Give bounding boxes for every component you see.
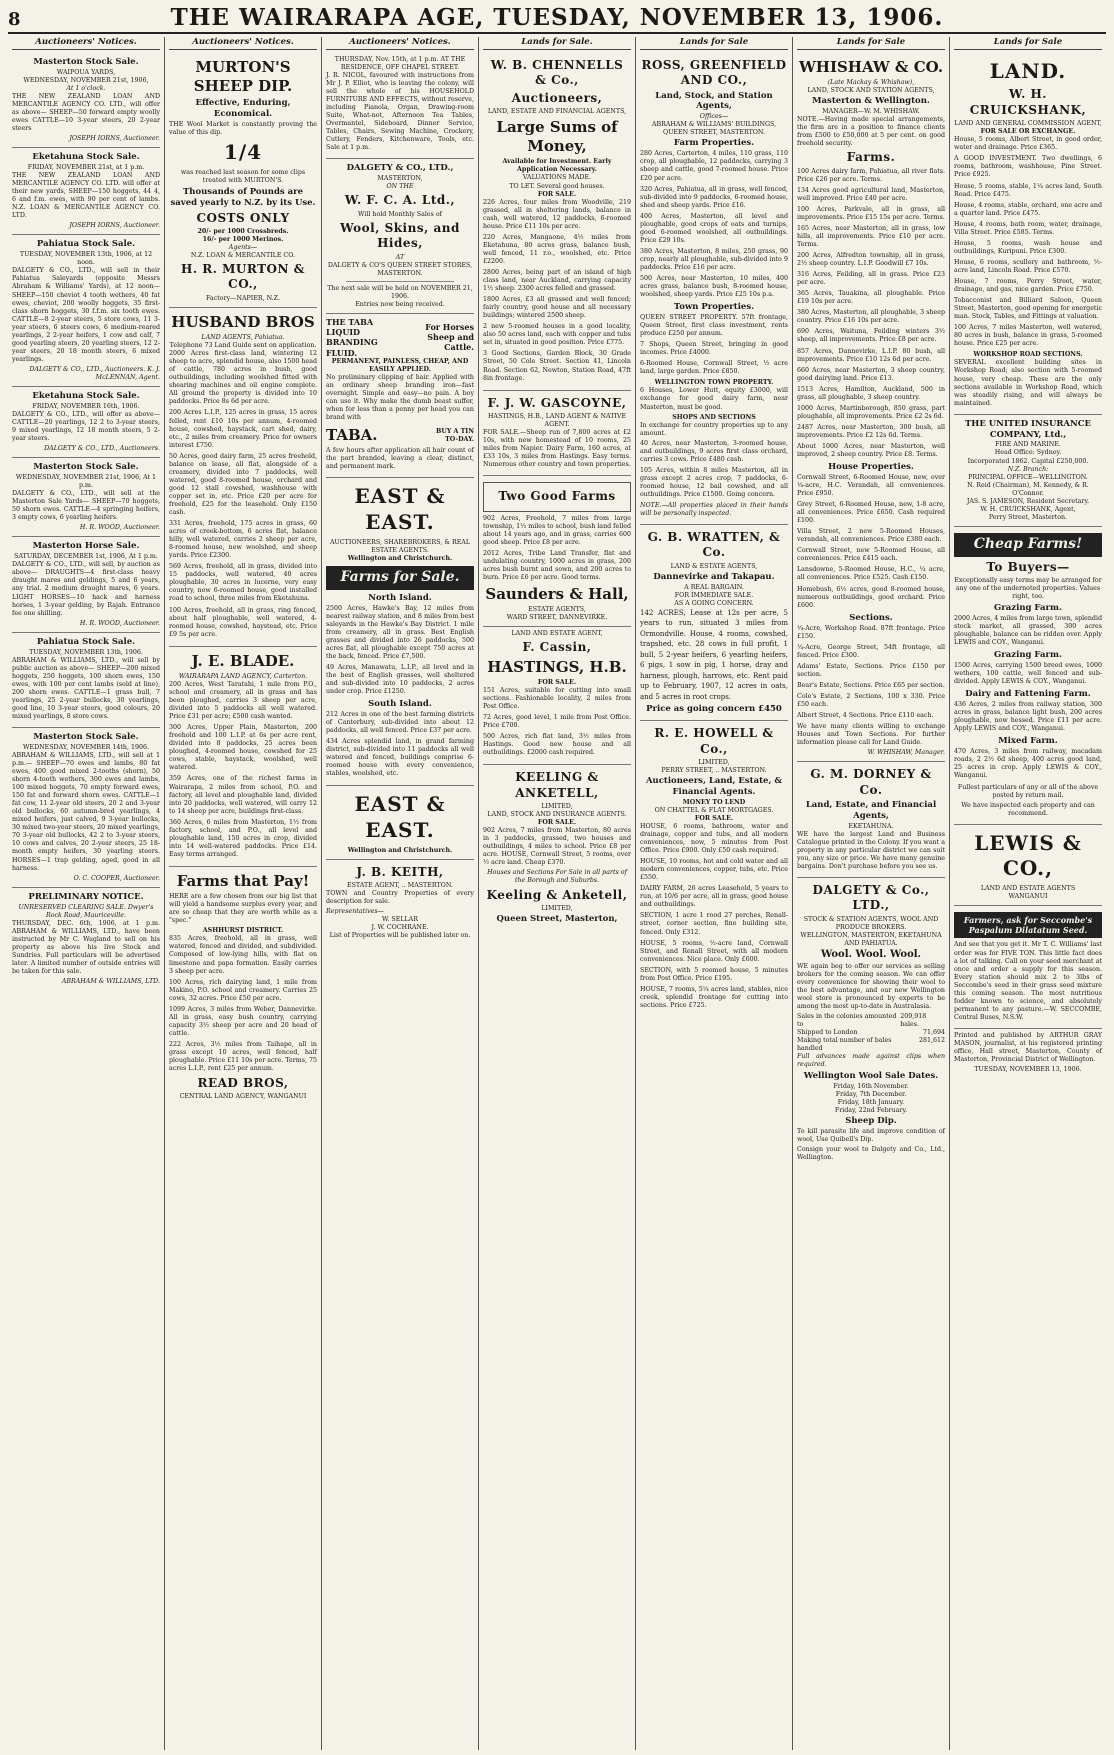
listing: 1500 Acres, carrying 1500 breed ewes, 1000 wethers, 100 cattle, well fenced and sub-divided. Apply LEWIS & COY., Wanganui. [954, 662, 1102, 686]
nicol-auction: THURSDAY, Nov. 15th, at 1 p.m. AT THE RESIDENCE, OFF CHAPEL STREET. J. R. NICOL, favoured with instructions from Mr J. P. Elliot, who is leaving the colony, will sell the whole of his HOUSEHOLD FURNITURE AND EFFECTS, without reserve, including Pianola, Organ, Drawing-room Suite, What-not, Afternoon Tea Tables, Overmantel, Sideboard, Dinner Service, Tables, Chairs, Sewing Machine, Crockery, Cutlery, Fenders, Kitchenware, Tools, etc. Sale at 1 p.m. [326, 53, 474, 160]
keeling-anketell-advert: KEELING & ANKETELL, LIMITED, LAND, STOCK AND INSURANCE AGENTS. FOR SALE. 902 Acres, 7 miles from Masterton, 80 acres in 3 paddocks, grassed, two houses and outbuildings, 4 miles to school. Price £8 per acre. HOUSE, Cornwall Street, 5 rooms, over ½ acre land. Cheap £370. Houses and Sections For Sale in all parts of the Borough and Suburbs. Keeling & Anketell, LIMITED, Queen Street, Masterton, [483, 770, 631, 924]
sale-notice: Masterton Horse Sale. SATURDAY, DECEMBER 1st, 1906, At 1 p.m. DALGETY & CO., LTD., will sell, by auction as above— DRAUGHTS—4 first-class heavy draught mares and geldings, 5 and 6 years, any trial. 2 medium draught mares, 6 years. LIGHT HORSES—10 hack and harness horses, 1 3-year gelding, by Rajah. Entrance fee one shilling. H. R. WOOD, Auctioneer. [12, 537, 160, 632]
howell-advert: R. E. HOWELL & Co., LIMITED, PERRY STREET, .. MASTERTON. Auctioneers, Land, Estate, & Financial Agents. MONEY TO LEND ON CHATTEL & FLAT MORTGAGES. FOR SALE. HOUSE, 6 rooms, bathroom, water and drainage, copper and tubs, and all modern conveniences, now, 5 minutes from Post Office. Price £900. Only £50 cash required. HOUSE, 10 rooms, hot and cold water and all modern conveniences, copper, tubs, etc. Price £550. DAIRY FARM, 26 acres Leasehold, 5 years to run, at 10/6 per acre, all in grass, good house and outbuildings. SECTION, 1 acre 1 rood 27 perches, Renall-street, corner section, fine building site, fenced. Only £312. HOUSE, 5 rooms, ½-acre land, Cornwall Street, and Renall Street, with all modern conveniences. Nice place. Only £600. SECTION, with 5 roomed house, 5 minutes from Post Office. Price £195. HOUSE, 7 rooms, 5¼ acres land, stables, nice creek, splendid frontage for cutting into sections. Price £725. [640, 726, 788, 1009]
blade-advert: J. E. BLADE. WAIRARAPA LAND AGENCY, Carterton. 200 Acres, West Taratahi, 1 mile from P.O., school and creamery, all in grass and has been ploughed, carries 3 sheep per acre, divided into 5 paddocks all well watered. Price £31 per acre; £500 cash wanted. 300 Acres, Upper Plain, Masterton, 200 freehold and 100 L.I.P. at 6s per acre rent, divided into 8 paddocks, 25 acres been ploughed, 4-roomed house, cowshed for 25 cows, stable, haystack, woolshed, well watered. 359 Acres, one of the richest farms in Wairarapa, 2 miles from school, P.O. and factory, all level and ploughable land, divided into 20 paddocks, well watered, will carry 12 to 14 sheep per acre, buildings first-class. 360 Acres, 6 miles from Masterton, 1½ from factory, school, and P.O., all level and ploughable land, 150 acres in crop, divided into 14 well-watered paddocks. Price £14. Easy terms arranged. [169, 647, 317, 867]
listing: 105 Acres, within 8 miles Masterton, all in grass except 2 acres crop, 7 paddocks, 6-roomed house, 12 bail cowshed, and all outbuildings. Price £1500. Going concern. [640, 466, 788, 498]
listing: HOUSE, 5 rooms, ½-acre land, Cornwall Street, and Renall Street, with all modern conveniences. Nice place. Only £600. [640, 939, 788, 963]
listing: House, 4 rooms, bath room, water, drainage, Villa Street. Price £585. Terms. [954, 220, 1102, 236]
advert-title: Cheap Farms! [954, 533, 1102, 557]
columns [8, 37, 1106, 1750]
listing: 200 Acres, Alfredton township, all in grass, 2½ sheep country. L.I.P. Goodwill £7 10s. [797, 252, 945, 268]
listing: 200 Acres, West Taratahi, 1 mile from P.O., school and creamery, all in grass and has been ploughed, carries 3 sheep per acre, divided into 5 paddocks all well watered. Price £31 per acre; £500 cash wanted. [169, 680, 317, 721]
listing: Tobacconist and Billiard Saloon, Queen Street, Masterton, good opening for energetic man. Stock, Tables, and Fittings at valuation. [954, 297, 1102, 321]
column-5 [636, 37, 793, 1750]
listing: 226 Acres, four miles from Woodville, 219 grassed, all in sheltering lands, balance in cash, well watered, 12 paddocks, 6-roomed house. Price £11 10s per acre. [483, 198, 631, 230]
listing: QUEEN STREET PROPERTY. 57ft frontage, Queen Street, first class investment, rents produce £250 per annum. [640, 314, 788, 338]
whishaw-advert: WHISHAW & CO. (Late Mackay & Whishaw), LAND, STOCK AND STATION AGENTS, Masterton & Wellington. MANAGER—W. M. WHISHAW. NOTE.—Having made special arrangements, the firm are in a position to finance clients from £500 to £50,000 at 5 per cent. on good freehold security. Farms. 100 Acres dairy farm, Pahiatua, all river flats. Price £26 per acre. Terms. 134 Acres good agricultural land, Masterton, well improved. Price £40 per acre. 100 Acres, Parkvale, all in grass, all improvements. Price £15 15s per acre. Terms. 165 Acres, near Masterton, all in grass, low hills, all improvements. Price £10 per acre. Terms. 200 Acres, Alfredton township, all in grass, 2½ sheep country. L.I.P. Goodwill £7 10s. 316 Acres, Feilding, all in grass. Price £23 per acre. 365 Acres, Tauakina, all ploughable. Price £19 10s per acre. 380 Acres, Masterton, all ploughable, 3 sheep country. Price £16 10s per acre. 690 Acres, Waituna, Feilding winters 3½ sheep, all improvements. Price £8 per acre. 857 Acres, Dannevirke, L.I.P. 80 bush, all improvements. Price £10 12s 6d per acre. 660 Acres, near Masterton, 3 sheep country, good dairying land. Price £13. 1513 Acres, Hamilton, Auckland, 500 in grass, all ploughable, 3 sheep country. 1000 Acres, Martinborough, 850 grass, part ploughable, all improvements. Price £2 2s 6d. 2487 Acres, near Masterton, 300 bush, all improvements. Price £2 12s 6d. Terms. About 1000 Acres, near Masterton, well improved, 2 sheep country. Price £8. Terms. House Properties. Cornwall Street, 6-Roomed House, new, over ¼-acre, H.C. Verandah, all conveniences. Price £950. Grey Street, 6-Roomed House, new, 1-8 acre, all conveniences. Price £650. Cash required £100. Villa Street, 2 new 5-Roomed Houses, verandah, all conveniences. Price £380 each. Cornwall Street, new 5-Roomed House, all conveniences. Price £415 each. Lansdowne, 5-Roomed House, H.C., ¼ acre, all conveniences. Price £525. Cash £150. Homebush, 6½ acres, good 8-roomed house, numerous outbuildings, good orchard. Price £600. Sections. ¼-Acre, Workshop Road. 87ft frontage. Price £150. ¼-Acre, George Street, 54ft frontage, all fenced. Price £300. Adams' Estate, Sections. Price £150 per section. Bear's Estate, Sections. Price £65 per section. Cole's Estate, 2 Sections, 100 x 330. Price £50 each. Albert Street, 4 Sections. Price £110 each. We have many clients willing to exchange Houses and Town Sections. For further information please call for Land Guide. W. WHISHAW, Manager. [797, 53, 945, 762]
advert-title: Farms that Pay! [176, 871, 310, 890]
advert-title: EAST & EAST. [354, 792, 446, 842]
column-header: Lands for Sale [640, 37, 788, 50]
sale-title: Pahiatua Stock Sale. [36, 239, 136, 250]
listing: 690 Acres, Waituna, Feilding winters 3½ sheep, all improvements. Price £8 per acre. [797, 328, 945, 344]
advert-title: R. E. HOWELL & Co., [654, 726, 774, 756]
listing: 500 Acres, rich flat land, 3½ miles from Hastings. Good new house and all outbuildings. £2000 cash required. [483, 733, 631, 757]
listing: 1800 Acres, £3 all grassed and well fenced; fairly country, good house and all necessary buildings; wintered 2500 sheep. [483, 296, 631, 320]
listing: Cole's Estate, 2 Sections, 100 x 330. Price £50 each. [797, 692, 945, 708]
advert-title: EAST & EAST. [354, 484, 446, 535]
sale-title: Masterton Stock Sale. [33, 56, 139, 67]
sale-notice: Eketahuna Stock Sale. FRIDAY, NOVEMBER 16th, 1906. DALGETY & CO., LTD., will offer as above— CATTLE—20 yearlings, 12 2 to 3-year steers, 9 mixed yearlings, 12 18 month steers, 5 2-year steers. DALGETY & CO., LTD., Auctioneers. [12, 387, 160, 458]
listing: 50 Acres, good dairy farm, 25 acres freehold, balance on lease, all flat, alongside of a creamery, divided into 7 paddocks, well watered, good 8-roomed house, orchard and good 12 stall cowshed, washhouse with copper set in, etc. Price £20 per acre for freehold, £25 for the leasehold. Only £150 cash. [169, 452, 317, 517]
listing: House, 7 rooms, Perry Street, water, drainage, and gas, nice garden. Price £750. [954, 277, 1102, 294]
dorney-advert: G. M. DORNEY & Co. Land, Estate, and Financial Agents, EKETAHUNA. WE have the largest Land and Business Catalogue printed in the Colony. If you want a property in any particular district we can suit you, any size or price. We have many genuine bargains. Don't purchase before you see us. [797, 762, 945, 878]
listing: 380 Acres, Masterton, 8 miles, 250 grass, 90 crop, nearly all ploughable, sub-divided into 9 paddocks. Price £16 per acre. [640, 247, 788, 271]
two-good-farms-advert: Two Good Farms 902 Acres, Freehold, 7 miles from large township, 1½ miles to school, bush land felled about 14 years ago, and in grass, carries 600 good sheep. Price £8 per acre. 2012 Acres, Tribe Land Transfer, flat and undulating country, 1000 acres in grass, 200 acres bush burnt and sown, and 200 acres to burn. Price £6 per acre. Good terms. Saunders & Hall, ESTATE AGENTS, WARD STREET, DANNEVIRKE. [483, 476, 631, 627]
advert-title: F. Cassin, [522, 640, 592, 655]
sale-title: Masterton Stock Sale. [33, 462, 139, 473]
farms-that-pay-advert: Farms that Pay! HERE are a few chosen from our big list that will yield a handsome surplus every year, and are so cheap that they are worth while as a "spec." ASHHURST DISTRICT. 835 Acres, freehold, all in grass, well watered, fenced and divided, and subdivided. Composed of low-lying hills, with flat on limestone and papa formation. Easily carries 3 sheep per acre. 100 Acres, rich dairying land, 1 mile from Makino, P.O. school and creamery. Carries 25 cows, 32 acres. Price £50 per acre. 1099 Acres, 3 miles from Weber, Dannevirke. All in grass, easy bush country, carrying capacity 3½ sheep per acre and 20 head of cattle. 222 Acres, 3½ miles from Taihape, all in grass except 10 acres, well fenced, half ploughable. Price £11 10s per acre. Terms, 75 acres L.I.P., rent £25 per annum. READ BROS, CENTRAL LAND AGENCY, WANGANUI [169, 871, 317, 1101]
listing: 165 Acres, near Masterton, all in grass, low hills, all improvements. Price £10 per acre. Terms. [797, 224, 945, 248]
column-header: Lands for Sale. [483, 37, 631, 50]
cruickshank-advert: LAND. W. H. CRUICKSHANK, LAND AND GENERAL COMMISSION AGENT, FOR SALE OR EXCHANGE. House, 5 rooms, Albert Street, in good order, water and drainage. Price £365. A GOOD INVESTMENT. Two dwellings, 6 rooms, bathroom, washhouse, Pine Street. Price £925. House, 5 rooms, stable, 1¼ acres land, South Road. Price £475. House, 4 rooms, stable, orchard, one acre and a quarter land. Price £475. House, 4 rooms, bath room, water, drainage, Villa Street. Price £585. Terms. House, 5 rooms, wash house and outbuildings, Kuripuni. Price £300. House, 6 rooms, scullery and bathroom, ½-acre land, Lincoln Road. Price £570. House, 7 rooms, Perry Street, water, drainage, and gas, nice garden. Price £750. Tobacconist and Billiard Saloon, Queen Street, Masterton, good opening for energetic man. Stock, Tables, and Fittings at valuation. 100 Acres, 7 miles Masterton, well watered, 80 acres in bush, balance in grass, 5-roomed house. Price £25 per acre. WORKSHOP ROAD SECTIONS. SEVERAL excellent building sites in Workshop Road; also section with 5-roomed house, very cheap. These are the only sections available in Workshop Road, which was steadily rising, and will always be maintained. [954, 53, 1102, 415]
listing: 316 Acres, Feilding, all in grass. Price £23 per acre. [797, 271, 945, 287]
advert-title: J. B. KEITH, [356, 864, 444, 879]
listing: SECTION, 1 acre 1 rood 27 perches, Renall-street, corner section, fine building site, fenced. Only £312. [640, 912, 788, 936]
sale-body: THE NEW ZEALAND LOAN AND MERCANTILE AGENCY CO. LTD., will offer as above— SHEEP—50 forward empty woolly ewes CATTLE—10 3-year steers, 20 2-year steers [12, 92, 160, 133]
listing: DAIRY FARM, 26 acres Leasehold, 5 years to run, at 10/6 per acre, all in grass, good house and outbuildings. [640, 885, 788, 909]
sale-body: DALGETY & CO., LTD., will sell at the Masterton Sale Yards— SHEEP—70 hoggets, 50 shorn ewes. CATTLE—4 springing heifers, 3 empty cows, 6 yearling heifers. [12, 490, 160, 522]
listing: Villa Street, 2 new 5-Roomed Houses, verandah, all conveniences. Price £380 each. [797, 528, 945, 544]
newspaper-title: THE WAIRARAPA AGE, TUESDAY, NOVEMBER 13, 1906. [170, 4, 944, 31]
east-and-east-advert: EAST & EAST. AUCTIONEERS, SHAREBROKERS, & REAL ESTATE AGENTS. Wellington and Christchurch. Farms for Sale. North Island. 2500 Acres, Hawke's Bay, 12 miles from nearest railway station, and 8 miles from best saleyards in the Hawke's Bay District. 1 mile from creamery, all in grass. Best English grasses and divided into 26 paddocks, 500 acres flat, all ploughable except 750 acres at the back, fenced. Price £7,500. 49 Acres, Manawatu, L.I.P., all level and in the best of English grasses, well sheltered and sub-divided into 10 paddocks, 2 acres under crop. Price £1250. South Island. 212 Acres in one of the best farming districts of Canterbury, sub-divided into about 12 paddocks, all well fenced. Price £37 per acre. 434 Acres splendid land, in grand farming district, sub-divided into 11 paddocks all well watered and fenced, buildings comprise 6-roomed house with every convenience, stables, woolshed, etc. [326, 478, 474, 786]
listing: 6-Roomed House, Cornwall Street, ½ acre land, large garden. Price £850. [640, 360, 788, 376]
advert-title: Two Good Farms [498, 489, 616, 504]
listing: 434 Acres splendid land, in grand farming district, sub-divided into 11 paddocks all well watered and fenced, buildings comprise 6-roomed house with every convenience, stables, woolshed, etc. [326, 738, 474, 778]
sale-body: DALGETY & CO., LTD., will offer as above— CATTLE—20 yearlings, 12 2 to 3-year steers, 9 mixed yearlings, 12 18 month steers, 5 2-year steers. [12, 410, 160, 443]
listing: 365 Acres, Tauakina, all ploughable. Price £19 10s per acre. [797, 290, 945, 306]
advert-title: WHISHAW & CO. [798, 57, 944, 76]
listing: 902 Acres, Freehold, 7 miles from large township, 1½ miles to school, bush land felled about 14 years ago, and in grass, carries 600 good sheep. Price £8 per acre. [483, 514, 631, 546]
sale-body: THURSDAY, DEC. 6th, 1906, at 1 p.m. ABRAHAM & WILLIAMS, LTD., have been instructed by Mr C. Wagland to sell on his property as above his live Stock and Sundries. Full particulars will be advertised later. A limited number of outside entries will be taken for this sale. [12, 919, 160, 975]
column-7 [950, 37, 1106, 1750]
column-2 [165, 37, 322, 1750]
listing: 7 Shops, Queen Street, bringing in good incomes. Price £4000. [640, 341, 788, 357]
listing: 49 Acres, Manawatu, L.I.P., all level and in the best of English grasses, well sheltered and sub-divided into 10 paddocks, 2 acres under crop. Price £1250. [326, 663, 474, 696]
listing: 300 Acres, Upper Plain, Masterton, 200 freehold and 100 L.I.P. at 6s per acre rent, divided into 8 paddocks, 25 acres been ploughed, 4-roomed house, cowshed for 25 cows, stable, haystack, woolshed, well watered. [169, 724, 317, 772]
listing: Adams' Estate, Sections. Price £150 per section. [797, 662, 945, 678]
advert-title: F. J. W. GASCOYNE, [487, 395, 627, 410]
listing: 222 Acres, 3½ miles from Taihape, all in grass except 10 acres, well fenced, half ploughable. Price £11 10s per acre. Terms, 75 acres L.I.P., rent £25 per annum. [169, 1040, 317, 1073]
sale-title: PRELIMINARY NOTICE. [28, 891, 144, 902]
listing: 100 Acres, Parkvale, all in grass, all improvements. Price £15 15s per acre. Terms. [797, 205, 945, 221]
advert-title: DALGETY & Co., LTD., [812, 882, 930, 913]
listing: 331 Acres, freehold, 175 acres in grass, 60 acres of creek-bottom, 6 acres flat, balance hilly, well watered, carries 2 sheep per acre, 8-roomed house, new woolshed, and sheep yards. Price £2300. [169, 520, 317, 560]
listing: 134 Acres good agricultural land, Masterton, well improved. Price £40 per acre. [797, 186, 945, 202]
listing: 2000 Acres first-class land, wintering 12 sheep to acre, splendid house, also 1500 head of cattle, 780 acres in bush, good outbuildings, including woolshed fitted with shearing machines and oil engine complete. All ground the property is divided into 10 paddocks. Price 8s 6d per acre. [169, 350, 317, 406]
gascoyne-advert: F. J. W. GASCOYNE, HASTINGS, H.B., LAND AGENT & NATIVE AGENT. FOR SALE.—Sheep run of 7,800 acres at £2 10s, with new homestead of 10 rooms, 25 miles from Napier. Dairy Farm, 160 acres, at £33 10s, 3 miles from Hastings. Easy terms. Numerous other country and town properties. [483, 391, 631, 477]
sale-title: Eketahuna Stock Sale. [32, 152, 140, 163]
listing: ¼-Acre, George Street, 54ft frontage, all fenced. Price £300. [797, 643, 945, 659]
sale-title: Eketahuna Stock Sale. [32, 391, 140, 402]
listing: 500 Acres, near Masterton, 10 miles, 400 acres grass, balance bush, 8-roomed house, woolshed, sheep yards. Price £25 10s p.a. [640, 275, 788, 299]
listing: Cornwall Street, 6-Roomed House, new, over ¼-acre, H.C. Verandah, all conveniences. Price £950. [797, 473, 945, 498]
husband-advert: HUSBAND BROS LAND AGENTS, Pahiatua. Telephone 73 Land Guide sent on application. 2000 Acres first-class land, wintering 12 sheep to acre, splendid house, also 1500 head of cattle, 780 acres in bush, good outbuildings, including woolshed fitted with shearing machines and oil engine complete. All ground the property is divided into 10 paddocks. Price 8s 6d per acre. 200 Acres L.I.P., 125 acres in grass, 15 acres felled, rent £10 10s per annum, 4-roomed house, cowshed, haystack, cart shed, dairy, etc., 2 miles from creamery. Price for owners interest £750. 50 Acres, good dairy farm, 25 acres freehold, balance on lease, all flat, alongside of a creamery, divided into 7 paddocks, well watered, good 8-roomed house, orchard and good 12 stall cowshed, washhouse with copper set in, etc. Price £20 per acre for freehold, £25 for the leasehold. Only £150 cash. 331 Acres, freehold, 175 acres in grass, 60 acres of creek-bottom, 6 acres flat, balance hilly, well watered, carries 2 sheep per acre, 8-roomed house, new woolshed, and sheep yards. Price £2300. 569 Acres, freehold, all in grass, divided into 15 paddocks, well watered, 40 acres ploughable, 30 acres in lucerne, very easy country, new 6-roomed house, good installed road to school, three miles from Eketahuna. 100 Acres, freehold, all in grass, ring fenced, about half ploughable, well watered, 4-roomed house, cowshed, haystead, etc. Price £9 5s per acre. [169, 308, 317, 647]
listing: 280 Acres, Carterton, 4 miles, 110 grass, 110 crop, all ploughable, 12 paddocks, carrying 3 sheep and cattle, good 7-roomed house. Price £20 per acre. [640, 150, 788, 182]
column-4 [479, 37, 636, 1750]
listing: 380 Acres, Masterton, all ploughable, 3 sheep country. Price £16 10s per acre. [797, 309, 945, 325]
listing: ¼-Acre, Workshop Road. 87ft frontage. Price £150. [797, 624, 945, 640]
sale-body: ABRAHAM & WILLIAMS, LTD., will sell by public auction as above— SHEEP—200 mixed hoggets, 250 hoggets, 100 shorn ewes, 150 ewes, with 100 per cent lambs (sold at line), 200 shorn ewes. CATTLE—1 grass bull, 7 yearlings, 25 2-year bullocks, 30 yearlings, good line, 10 3-year steers, good colours, 20 mixed yearlings, 8 store cows. [12, 656, 160, 720]
sale-notice: Masterton Stock Sale. WEDNESDAY, NOVEMBER 14th, 1906. ABRAHAM & WILLIAMS, LTD., will sell at 1 p.m.— SHEEP—70 ewes and lambs, 80 fat ewes, 400 good mixed 2-tooths (shorn), 50 shorn 4-tooth wethers, 300 ewes and lambs, 100 mixed hoggets, 70 empty forward ewes, 150 fat and forward shorn ewes. CATTLE—1 fat cow, 11 2-year old steers, 20 2 and 3-year old bullocks, 60 autumn-bred yearlings, 4 mixed heifers, just calved, 9 3-year bullocks, 30 mixed two-year steers, 20 mixed yearlings, 70 3-year old bullocks, 42 2 to 3-year steers, 10 cows and calves, 20 2-year steers, 25 18-month empty heifers, 30 yearling steers. HORSES—1 trap gelding, aged, good in all harness. O. C. COOPER, Auctioneer. [12, 728, 160, 888]
imprint: Printed and published by ARTHUR GRAY MASON, journalist, at his registered printing office, Hall street, Masterton, County of Masterton, Provincial District of Wellington. TUESDAY, NOVEMBER 13, 1906. [954, 1031, 1102, 1074]
column-header: Lands for Sale [797, 37, 945, 50]
listing: 100 Acres, 7 miles Masterton, well watered, 80 acres in bush, balance in grass, 5-roomed house. Price £25 per acre. [954, 324, 1102, 348]
sale-body: THE NEW ZEALAND LOAN AND MERCANTILE AGENCY CO. LTD. will offer at their new yards, SHEEP—150 hoggets, 44 4, 6 and f.m. ewes, with 90 per cent of lambs. N.Z. LOAN & MERCANTILE AGENCY CO. LTD. [12, 172, 160, 220]
advert-title: LEWIS & CO., [974, 830, 1082, 881]
sale-notice: Masterton Stock Sale. WEDNESDAY, NOVEMBER 21st, 1906, At 1 p.m. DALGETY & CO., LTD., will sell at the Masterton Sale Yards— SHEEP—70 hoggets, 50 shorn ewes. CATTLE—4 springing heifers, 3 empty cows, 6 yearling heifers. H. R. WOOD, Auctioneer. [12, 458, 160, 537]
wratten-advert: G. B. WRATTEN, & Co. LAND & ESTATE AGENTS, Dannevirke and Takapau. A REAL BARGAIN. FOR IMMEDIATE SALE. AS A GOING CONCERN. 142 ACRES, Lease at 12s per acre, 5 years to run, situated 3 miles from Ormondville. House, 4 rooms, cowshed, trapshed, etc. 28 cows in full profit, 1 bull, 5 2-year heifers, 6 yearling heifers, 6 pigs, 1 sow in pig, 1 horse, dray and harness, plough, harrows, etc. Rent paid up to February, 1907, 12 acres in oats, and 5 acres in root crops. Price as going concern £450 [640, 525, 788, 721]
sale-notice: Eketahuna Stock Sale. FRIDAY, NOVEMBER 21st, at 1 p.m. THE NEW ZEALAND LOAN AND MERCANTILE AGENCY CO. LTD. will offer at their new yards, SHEEP—150 hoggets, 44 4, 6 and f.m. ewes, with 90 per cent of lambs. N.Z. LOAN & MERCANTILE AGENCY CO. LTD. JOSEPH IORNS, Auctioneer. [12, 148, 160, 235]
listing: Grey Street, 6-Roomed House, new, 1-8 acre, all conveniences. Price £650. Cash required £100. [797, 501, 945, 525]
listing: 100 Acres, freehold, all in grass, ring fenced, about half ploughable, well watered, 4-roomed house, cowshed, haystead, etc. Price £9 5s per acre. [169, 606, 317, 638]
listing: 660 Acres, near Masterton, 3 sheep country, good dairying land. Price £13. [797, 366, 945, 382]
advert-title: MURTON'S SHEEP DIP. [193, 57, 293, 96]
sale-notice: Masterton Stock Sale. WAIPOUA YARDS, WEDNESDAY, NOVEMBER 21st, 1906, At 1 o'clock. THE NEW ZEALAND LOAN AND MERCANTILE AGENCY CO. LTD., will offer as above— SHEEP—50 forward empty woolly ewes CATTLE—10 3-year steers, 20 2-year steers JOSEPH IORNS, Auctioneer. [12, 53, 160, 148]
advert-title: G. B. WRATTEN, & Co. [647, 530, 781, 560]
listing: 200 Acres L.I.P., 125 acres in grass, 15 acres felled, rent £10 10s per annum, 4-roomed house, cowshed, haystack, cart shed, dairy, etc., 2 miles from creamery. Price for owners interest £750. [169, 409, 317, 449]
sale-body: ABRAHAM & WILLIAMS, LTD., will sell at 1 p.m.— SHEEP—70 ewes and lambs, 80 fat ewes, 400 good mixed 2-tooths (shorn), 50 shorn 4-tooth wethers, 300 ewes and lambs, 100 mixed hoggets, 70 empty forward ewes, 150 fat and forward shorn ewes. CATTLE—1 fat cow, 11 2-year old steers, 20 2 and 3-year old bullocks, 60 autumn-bred yearlings, 4 mixed heifers, just calved, 9 3-year bullocks, 30 mixed two-year steers, 20 mixed yearlings, 70 3-year old bullocks, 42 2 to 3-year steers, 10 cows and calves, 20 2-year steers, 25 18-month empty heifers, 30 yearling steers. HORSES—1 trap gelding, aged, good in all harness. [12, 751, 160, 872]
advert-title: Farmers, ask for Seccombe's Paspalum Dilatatum Seed. [954, 912, 1102, 938]
listing: HOUSE, 6 rooms, bathroom, water and drainage, copper and tubs, and all modern conveniences, now, 5 minutes from Post Office. Price £900. Only £50 cash required. [640, 822, 788, 855]
listing: 40 Acres, near Masterton, 3-roomed house, and outbuildings, 9 acres first class orchard, carries 3 cows. Price £480 cash. [640, 439, 788, 463]
keith-advert: J. B. KEITH, ESTATE AGENT, .. MASTERTON. TOWN and Country Properties of every description for sale. Representatives— W. SELLAR J. W. COCHRANE. List of Properties will be published later on. [326, 864, 474, 940]
listing: 835 Acres, freehold, all in grass, well watered, fenced and divided, and subdivided. Composed of low-lying hills, with flat on limestone and papa formation. Easily carries 3 sheep per acre. [169, 935, 317, 975]
page-number: 8 [8, 9, 21, 30]
listing: 72 Acres, good level, 1 mile from Post Office. Price £700. [483, 714, 631, 730]
east-and-east-advert: EAST & EAST. Wellington and Christchurch. [326, 786, 474, 859]
column-header: Auctioneers' Notices. [169, 37, 317, 50]
sale-body: DALGETY & CO., LTD., will sell, by auction as above— DRAUGHTS—4 first-class heavy draught mares and geldings, 5 and 6 years, any trial. 2 medium draught mares, 6 years. LIGHT HORSES—10 hack and harness horses, 1 3-year gelding, by Rajah. Entrance fee one shilling. [12, 561, 160, 617]
listing: 2500 Acres, Hawke's Bay, 12 miles from nearest railway station, and 8 miles from best saleyards in the Hawke's Bay District. 1 mile from creamery, all in grass. Best English grasses and divided into 26 paddocks, 500 acres flat, all ploughable except 750 acres at the back, fenced. Price £7,500. [326, 604, 474, 660]
sale-body: DALGETY & CO., LTD., will sell in their Pahiatua Saleyards (opposite Messrs Abraham & Williams' Yards), at 12 noon— SHEEP—150 cheviot 4 tooth wethers, 40 fat ewes, cheviot, 200 woolly hoggets, 35 first-class shorn hoggets, 30 f.f.m. six tooth ewes. CATTLE—8 2-year steers, 5 store cows, 11 3-year steers, 6 steers cows, 6 medium-reared yearlings, 2 2-year heifers, 1 cow and calf, 7 good yearling steers, 20 yearling steers, 12 2-year steers, 20 18 month steers, 6 mixed yearlings. [12, 267, 160, 363]
listing: 436 Acres, 2 miles from railway station, 300 acres in grass, balance light bush, 200 acres ploughable, now hessed. Price £11 per acre. Apply LEWIS and COY., Wanganui. [954, 701, 1102, 733]
listing: 2 new 5-roomed houses in a good locality, also 50 acres land, each with copper and tubs set in, situated in good position. Price £775. [483, 323, 631, 347]
cassin-advert: LAND AND ESTATE AGENT, F. Cassin, HASTINGS, H.B. FOR SALE. 151 Acres, suitable for cutting into small sections. Fashionable locality, 2 miles from Post Office. 72 Acres, good level, 1 mile from Post Office. Price £700. 500 Acres, rich flat land, 3½ miles from Hastings. Good new house and all outbuildings. £2000 cash required. [483, 627, 631, 765]
column-header: Lands for Sale [954, 37, 1102, 50]
listing: House, 5 rooms, wash house and outbuildings, Kuripuni. Price £300. [954, 239, 1102, 255]
listing: 359 Acres, one of the richest farms in Wairarapa, 2 miles from school, P.O. and factory, all level and ploughable land, divided into 20 paddocks, well watered, will carry 12 to 14 sheep per acre, buildings first-class. [169, 775, 317, 815]
sale-notice: Pahiatua Stock Sale. TUESDAY, NOVEMBER 13th, 1906. ABRAHAM & WILLIAMS, LTD., will sell by public auction as above— SHEEP—200 mixed hoggets, 250 hoggets, 100 shorn ewes, 150 ewes, with 100 per cent lambs (sold at line), 200 shorn ewes. CATTLE—1 grass bull, 7 yearlings, 25 2-year bullocks, 30 yearlings, good line, 10 3-year steers, good colours, 20 mixed yearlings, 8 store cows. [12, 633, 160, 728]
paspalum-advert: Farmers, ask for Seccombe's Paspalum Dilatatum Seed. And see that you get it. Mr T. C. Williams' last order was for FIVE TON. This little fact does a lot of talking. Call on your seed merchant at once and order a supply for this season. Every station should mix 2 to 3lbs of Seccombe's seed in their grass seed mixture this coming season. The most nutritious fodder known to science, and absolutely permanent to any pasture.—W. SECCOMBE, Central Buses, N.S.W. [954, 906, 1102, 1029]
listing: 3 Good Sections, Garden Block, 30 Grade Street, 50 Cole Street. Section 41, Lincoln Road. Section 62, Newton, Station Road, 47ft 8in frontage. [483, 350, 631, 382]
ross-greenfield-advert: ROSS, GREENFIELD AND CO., Land, Stock, and Station Agents, Offices— ABRAHAM & WILLIAMS' BUILDINGS, QUEEN STREET, MASTERTON. Farm Properties. 280 Acres, Carterton, 4 miles, 110 grass, 110 crop, all ploughable, 12 paddocks, carrying 3 sheep and cattle, good 7-roomed house. Price £20 per acre. 320 Acres, Pahiatua, all in grass, well fenced, sub-divided into 9 paddocks, 6-roomed house, shed and sheep yards. Price £16. 400 Acres, Masterton, all level and ploughable, good crops of oats and turnips, good 6-roomed woolshed, all outbuildings. Price £29 10s. 380 Acres, Masterton, 8 miles, 250 grass, 90 crop, nearly all ploughable, sub-divided into 9 paddocks. Price £16 per acre. 500 Acres, near Masterton, 10 miles, 400 acres grass, balance bush, 8-roomed house, woolshed, sheep yards. Price £25 10s p.a. Town Properties. QUEEN STREET PROPERTY. 57ft frontage, Queen Street, first class investment, rents produce £250 per annum. 7 Shops, Queen Street, bringing in good incomes. Price £4000. 6-Roomed House, Cornwall Street, ½ acre land, large garden. Price £850. WELLINGTON TOWN PROPERTY. 6 Houses, Lower Hutt, equity £3000, will exchange for good dairy farm, near Masterton, must be good. SHOPS AND SECTIONS In exchange for country properties up to any amount. 40 Acres, near Masterton, 3-roomed house, and outbuildings, 9 acres first class orchard, carries 3 cows. Price £480 cash. 105 Acres, within 8 miles Masterton, all in grass except 2 acres crop, 7 paddocks, 6-roomed house, 12 bail cowshed, and all outbuildings. Price £1500. Going concern. NOTE.—All properties placed in their hands will be personally inspected. [640, 53, 788, 525]
listing: 857 Acres, Dannevirke, L.I.P. 80 bush, all improvements. Price £10 12s 6d per acre. [797, 347, 945, 363]
taba-advert: THE TABA LIQUID BRANDING FLUID. For Horses Sheep and Cattle. PERMANENT, PAINLESS, CHEAP, AND EASILY APPLIED. No preliminary clipping of hair. Applied with an ordinary sheep branding iron—fast overnight. Simple and easy—no pain. A boy can use it. Why make the dumb beast suffer, when for less than a penny per head you can brand with TABA. BUY A TIN TO-DAY. A few hours after application all hair count of the part branded, leaving a clear, distinct, and permanent mark. [326, 314, 474, 479]
sale-title: Pahiatua Stock Sale. [36, 636, 136, 647]
listing: House, 5 rooms, Albert Street, in good order, water and drainage. Price £365. [954, 136, 1102, 152]
listing: House, 5 rooms, stable, 1¼ acres land, South Road. Price £475. [954, 182, 1102, 198]
united-insurance-advert: THE UNITED INSURANCE COMPANY, Ltd., FIRE AND MARINE. Head Office: Sydney. Incorporated 1862. Capital £250,000. N.Z. Branch: PRINCIPAL OFFICE—WELLINGTON. N. Reid (Chairman), M. Kennedy, & R. O'Connor. JAS. S. JAMESON, Resident Secretary. W. H. CRUICKSHANK, Agent, Perry Street, Masterton. [954, 415, 1102, 527]
listing: 100 Acres, rich dairying land, 1 mile from Makino, P.O. school and creamery. Carries 25 cows, 32 acres. Price £50 per acre. [169, 978, 317, 1002]
listing: HOUSE, 7 rooms, 5¼ acres land, stables, nice creek, splendid frontage for cutting into sections. Price £725. [640, 985, 788, 1009]
listing: 220 Acres, Mangaone, 4½ miles from Eketahuna, 80 acres grass, balance bush, well fenced, 11 r.o., woolshed, etc. Price £2200. [483, 233, 631, 265]
listing: 360 Acres, 6 miles from Masterton, 1½ from factory, school, and P.O., all level and ploughable land, 150 acres in crop, divided into 14 well-watered paddocks. Price £14. Easy terms arranged. [169, 818, 317, 858]
murton-advert: MURTON'S SHEEP DIP. Effective, Enduring, Economical. THE Wool Market is constantly proving the value of this dip. 1/4 was reached last season for some clips treated with MURTON'S. Thousands of Pounds are saved yearly to N.Z. by its Use. COSTS ONLY 20/- per 1000 Crossbreds. 16/- per 1000 Merinos. Agents— N.Z. LOAN & MERCANTILE CO. H. R. MURTON & CO., Factory—NAPIER, N.Z. [169, 53, 317, 308]
sale-title: Masterton Horse Sale. [32, 541, 140, 552]
listing: About 1000 Acres, near Masterton, well improved, 2 sheep country. Price £8. Terms. [797, 442, 945, 459]
listing: 470 Acres, 3 miles from railway, macadam roads, 2 2½ 6d sheep, 400 acres good land, 25 acres in crop. Apply LEWIS & COY., Wanganui. [954, 748, 1102, 780]
listing: 212 Acres in one of the best farming districts of Canterbury, sub-divided into about 12 paddocks, all well fenced. Price £37 per acre. [326, 710, 474, 735]
listing: A GOOD INVESTMENT. Two dwellings, 6 rooms, bathroom, washhouse, Pine Street. Price £925. [954, 155, 1102, 179]
advert-title: THE UNITED INSURANCE COMPANY, Ltd., [964, 418, 1092, 440]
listing: 1000 Acres, Martinborough, 850 grass, part ploughable, all improvements. Price £2 2s 6d. [797, 404, 945, 420]
dalgety-wool-advert: DALGETY & Co., LTD., STOCK & STATION AGENTS, WOOL AND PRODUCE BROKERS. WELLINGTON, MASTERTON, EKETAHUNA AND PAHIATUA. Wool. Wool. Wool. WE again beg to offer our services as selling brokers for the coming season. We can offer every convenience for showing their wool to the best advantage, and our new Wellington wool store is pronounced by experts to be among the most up-to-date in Australasia. Sales in the colonies amounted to 209,918 bales. Shipped to London 71,694 Making total number of bales handled 281,612 Full advances made against clips when required. Wellington Wool Sale Dates. Friday, 16th November. Friday, 7th December. Friday, 18th January. Friday, 22nd February. Sheep Dip. To kill parasite life and improve condition of wool, Use Quibell's Dip. Consign your wool to Dalgety and Co., Ltd., Wellington. [797, 882, 945, 1162]
listing: Lansdowne, 5-Roomed House, H.C., ¼ acre, all conveniences. Price £525. Cash £150. [797, 566, 945, 582]
listing: 2000 Acres, 4 miles from large town, splendid stock market, all grassed, 300 acres ploughable, balance can be ridden over. Apply LEWIS and COY., Wanganui. [954, 615, 1102, 647]
listing: 320 Acres, Pahiatua, all in grass, well fenced, sub-divided into 9 paddocks, 6-roomed house, shed and sheep yards. Price £16. [640, 185, 788, 209]
masthead [8, 4, 1106, 34]
listing: 400 Acres, Masterton, all level and ploughable, good crops of oats and turnips, good 6-roomed woolshed, all outbuildings. Price £29 10s. [640, 212, 788, 244]
column-6 [793, 37, 950, 1750]
listing: Cornwall Street, new 5-Roomed House, all conveniences. Price £415 each. [797, 547, 945, 563]
column-1 [8, 37, 165, 1750]
advert-title: W. H. CRUICKSHANK, [969, 87, 1087, 117]
listing: 2012 Acres, Tribe Land Transfer, flat and undulating country, 1000 acres in grass, 200 acres bush burnt and sown, and 200 acres to burn. Price £6 per acre. Good terms. [483, 549, 631, 581]
listing: Albert Street, 4 Sections. Price £110 each. [797, 711, 934, 719]
listing: 2487 Acres, near Masterton, 300 bush, all improvements. Price £2 12s 6d. Terms. [797, 423, 945, 439]
sale-title: Masterton Stock Sale. [33, 732, 139, 742]
advert-title: W. B. CHENNELLS & Co., [490, 57, 624, 88]
column-header: Auctioneers' Notices. [12, 37, 160, 50]
listing: SECTION, with 5 roomed house, 5 minutes from Post Office. Price £195. [640, 966, 788, 982]
sale-notice: PRELIMINARY NOTICE. UNRESERVED CLEARING SALE. Dwyer's Rock Road, Mauriceville. THURSDAY, DEC. 6th, 1906, at 1 p.m. ABRAHAM & WILLIAMS, LTD., have been instructed by Mr C. Wagland to sell on his property as above his live Stock and Sundries. Full particulars will be advertised later. A limited number of outside entries will be taken for this sale. ABRAHAM & WILLIAMS, LTD. [12, 891, 160, 985]
listing: 569 Acres, freehold, all in grass, divided into 15 paddocks, well watered, 40 acres ploughable, 30 acres in lucerne, very easy country, new 6-roomed house, good installed road to school, three miles from Eketahuna. [169, 563, 317, 603]
chennells-advert: W. B. CHENNELLS & Co., Auctioneers, LAND, ESTATE AND FINANCIAL AGENTS, Large Sums of Money, Available for Investment. Early Application Necessary. VALUATIONS MADE. TO LET. Several good houses. FOR SALE. 226 Acres, four miles from Woodville, 219 grassed, all in sheltering lands, balance in cash, well watered, 12 paddocks, 6-roomed house. Price £11 10s per acre. 220 Acres, Mangaone, 4½ miles from Eketahuna, 80 acres grass, balance bush, well fenced, 11 r.o., woolshed, etc. Price £2200. 2800 Acres, being part of an island of high class land, near Auckland, carrying capacity 1½ sheep. 2300 acres felled and grassed. 1800 Acres, £3 all grassed and well fenced; fairly country, good house and all necessary buildings; wintered 2500 sheep. 2 new 5-roomed houses in a good locality, also 50 acres land, each with copper and tubs set in, situated in good position. Price £775. 3 Good Sections, Garden Block, 30 Grade Street, 50 Cole Street. Section 41, Lincoln Road. Section 62, Newton, Station Road, 47ft 8in frontage. [483, 53, 631, 391]
listing: 1513 Acres, Hamilton, Auckland, 500 in grass, all ploughable, 3 sheep country. [797, 385, 945, 401]
listing: 100 Acres dairy farm, Pahiatua, all river flats. Price £26 per acre. Terms. [797, 167, 945, 183]
listing: House, 4 rooms, stable, orchard, one acre and a quarter land. Price £475. [954, 201, 1103, 217]
listing: Bear's Estate, Sections. Price £65 per section. [797, 681, 945, 689]
cheap-farms-advert: Cheap Farms! To Buyers— Exceptionally easy terms may be arranged for any one of the undernoted properties. Values right, too. Grazing Farm. 2000 Acres, 4 miles from large town, splendid stock market, all grassed, 300 acres ploughable, balance can be ridden over. Apply LEWIS and COY., Wanganui. Grazing Farm. 1500 Acres, carrying 1500 breed ewes, 1000 wethers, 100 cattle, well fenced and sub-divided. Apply LEWIS & COY., Wanganui. Dairy and Fattening Farm. 436 Acres, 2 miles from railway station, 300 acres in grass, balance light bush, 200 acres ploughable, now hessed. Price £11 per acre. Apply LEWIS and COY., Wanganui. Mixed Farm. 470 Acres, 3 miles from railway, macadam roads, 2 2½ 6d sheep, 400 acres good land, 25 acres in crop. Apply LEWIS & COY., Wanganui. Fullest particulars of any or all of the above posted by return mail. We have inspected each property and can recommend. [954, 527, 1102, 825]
listing: 2800 Acres, being part of an island of high class land, near Auckland, carrying capacity 1½ sheep. 2300 acres felled and grassed. [483, 268, 631, 293]
advert-title: HUSBAND BROS [171, 312, 315, 331]
advert-title: G. M. DORNEY & Co. [810, 767, 932, 797]
listing: House, 6 rooms, scullery and bathroom, ½-acre land, Lincoln Road. Price £570. [954, 258, 1102, 274]
advert-title: KEELING & ANKETELL, [515, 770, 599, 800]
advert-title: ROSS, GREENFIELD AND CO., [641, 57, 787, 88]
listing: HOUSE, 10 rooms, hot and cold water and all modern conveniences, copper, tubs, etc. Price £550. [640, 858, 788, 882]
advert-title: J. E. BLADE. [191, 651, 295, 670]
dalgety-wool-sales: DALGETY & CO., LTD., MASTERTON, ON THE W. F. C. A. Ltd., Will hold Monthly Sales of Wool, Skins, and Hides, AT DALGETY & CO'S QUEEN STREET STORES, MASTERTON. The next sale will be held on NOVEMBER 21, 1906. Entries now being received. [326, 159, 474, 313]
lewis-advert: LEWIS & CO., LAND AND ESTATE AGENTS WANGANUI [954, 825, 1102, 906]
sale-notice: Pahiatua Stock Sale. TUESDAY, NOVEMBER 13th, 1906, at 12 noon. DALGETY & CO., LTD., will sell in their Pahiatua Saleyards (opposite Messrs Abraham & Williams' Yards), at 12 noon— SHEEP—150 cheviot 4 tooth wethers, 40 fat ewes, cheviot, 200 woolly hoggets, 35 first-class shorn hoggets, 30 f.f.m. six tooth ewes. CATTLE—8 2-year steers, 5 store cows, 11 3-year steers, 6 steers cows, 6 medium-reared yearlings, 2 2-year heifers, 1 cow and calf, 7 good yearling steers, 20 yearling steers, 12 2-year steers, 20 18 month steers, 6 mixed yearlings. DALGETY & CO., LTD., Auctioneers. K. J. McLENNAN, Agent. [12, 235, 160, 387]
listing: 1099 Acres, 3 miles from Weber, Dannevirke. All in grass, easy bush country, carrying capacity 3½ sheep per acre and 20 head of cattle. [169, 1005, 317, 1037]
listing: 151 Acres, suitable for cutting into small sections. Fashionable locality, 2 miles from Post Office. [483, 686, 631, 711]
listing: Homebush, 6½ acres, good 8-roomed house, numerous outbuildings, good orchard. Price £600. [797, 585, 945, 609]
column-header: Auctioneers' Notices. [326, 37, 474, 50]
column-3 [322, 37, 479, 1750]
